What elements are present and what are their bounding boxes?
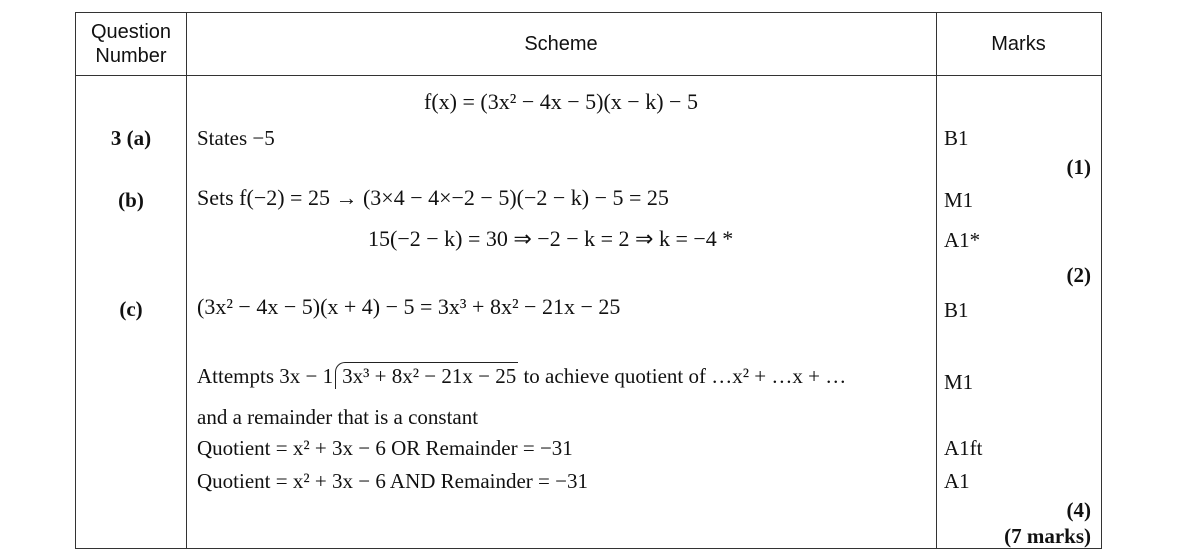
- part-b-total: (2): [1066, 263, 1091, 287]
- part-b-mark2: A1*: [944, 228, 981, 252]
- part-c-mark3: A1ft: [944, 436, 983, 460]
- part-b-mark1: M1: [944, 188, 974, 212]
- part-c-mark1: B1: [944, 298, 969, 322]
- part-c-line1: (3x² − 4x − 5)(x + 4) − 5 = 3x³ + 8x² − 21x − 25: [197, 294, 621, 319]
- long-division-bracket: [335, 362, 518, 389]
- mark-scheme-table: [75, 12, 1102, 549]
- part-c-line3: and a remainder that is a constant: [197, 405, 479, 429]
- column-divider-2: [936, 13, 937, 548]
- header-divider: [76, 75, 1101, 76]
- part-c-mark4: A1: [944, 469, 970, 493]
- part-c-line2-pre: Attempts 3x − 1: [197, 364, 334, 388]
- part-c-line2: [197, 362, 846, 389]
- given-function: f(x) = (3x² − 4x − 5)(x − k) − 5: [424, 89, 698, 114]
- part-a-mark: B1: [944, 126, 969, 150]
- header-question-number-line2: Number: [95, 45, 167, 67]
- header-scheme: Scheme: [524, 33, 598, 55]
- part-c-line2-post: to achieve quotient of …x² + …x + …: [523, 364, 847, 388]
- header-marks: Marks: [991, 33, 1046, 55]
- question-total: (7 marks): [1004, 524, 1091, 548]
- part-c-mark2: M1: [944, 370, 974, 394]
- part-a-label: 3 (a): [110, 126, 152, 150]
- part-c-line4: Quotient = x² + 3x − 6 OR Remainder = −31: [197, 436, 573, 460]
- part-c-line5: Quotient = x² + 3x − 6 AND Remainder = −31: [197, 469, 588, 493]
- header-question-number-line1: Question: [90, 21, 172, 43]
- part-c-label: (c): [119, 297, 143, 321]
- part-c-total: (4): [1066, 498, 1091, 522]
- part-a-line: States −5: [197, 126, 275, 150]
- part-c-line2-dividend: 3x³ + 8x² − 21x − 25: [342, 364, 517, 388]
- part-a-total: (1): [1066, 155, 1091, 179]
- part-b-line1: Sets f(−2) = 25 → (3×4 − 4×−2 − 5)(−2 − k) − 5 = 25: [197, 185, 669, 210]
- part-b-line2: 15(−2 − k) = 30 ⇒ −2 − k = 2 ⇒ k = −4 *: [368, 226, 734, 251]
- header-question-number: [76, 20, 186, 68]
- part-b-label: (b): [118, 188, 144, 212]
